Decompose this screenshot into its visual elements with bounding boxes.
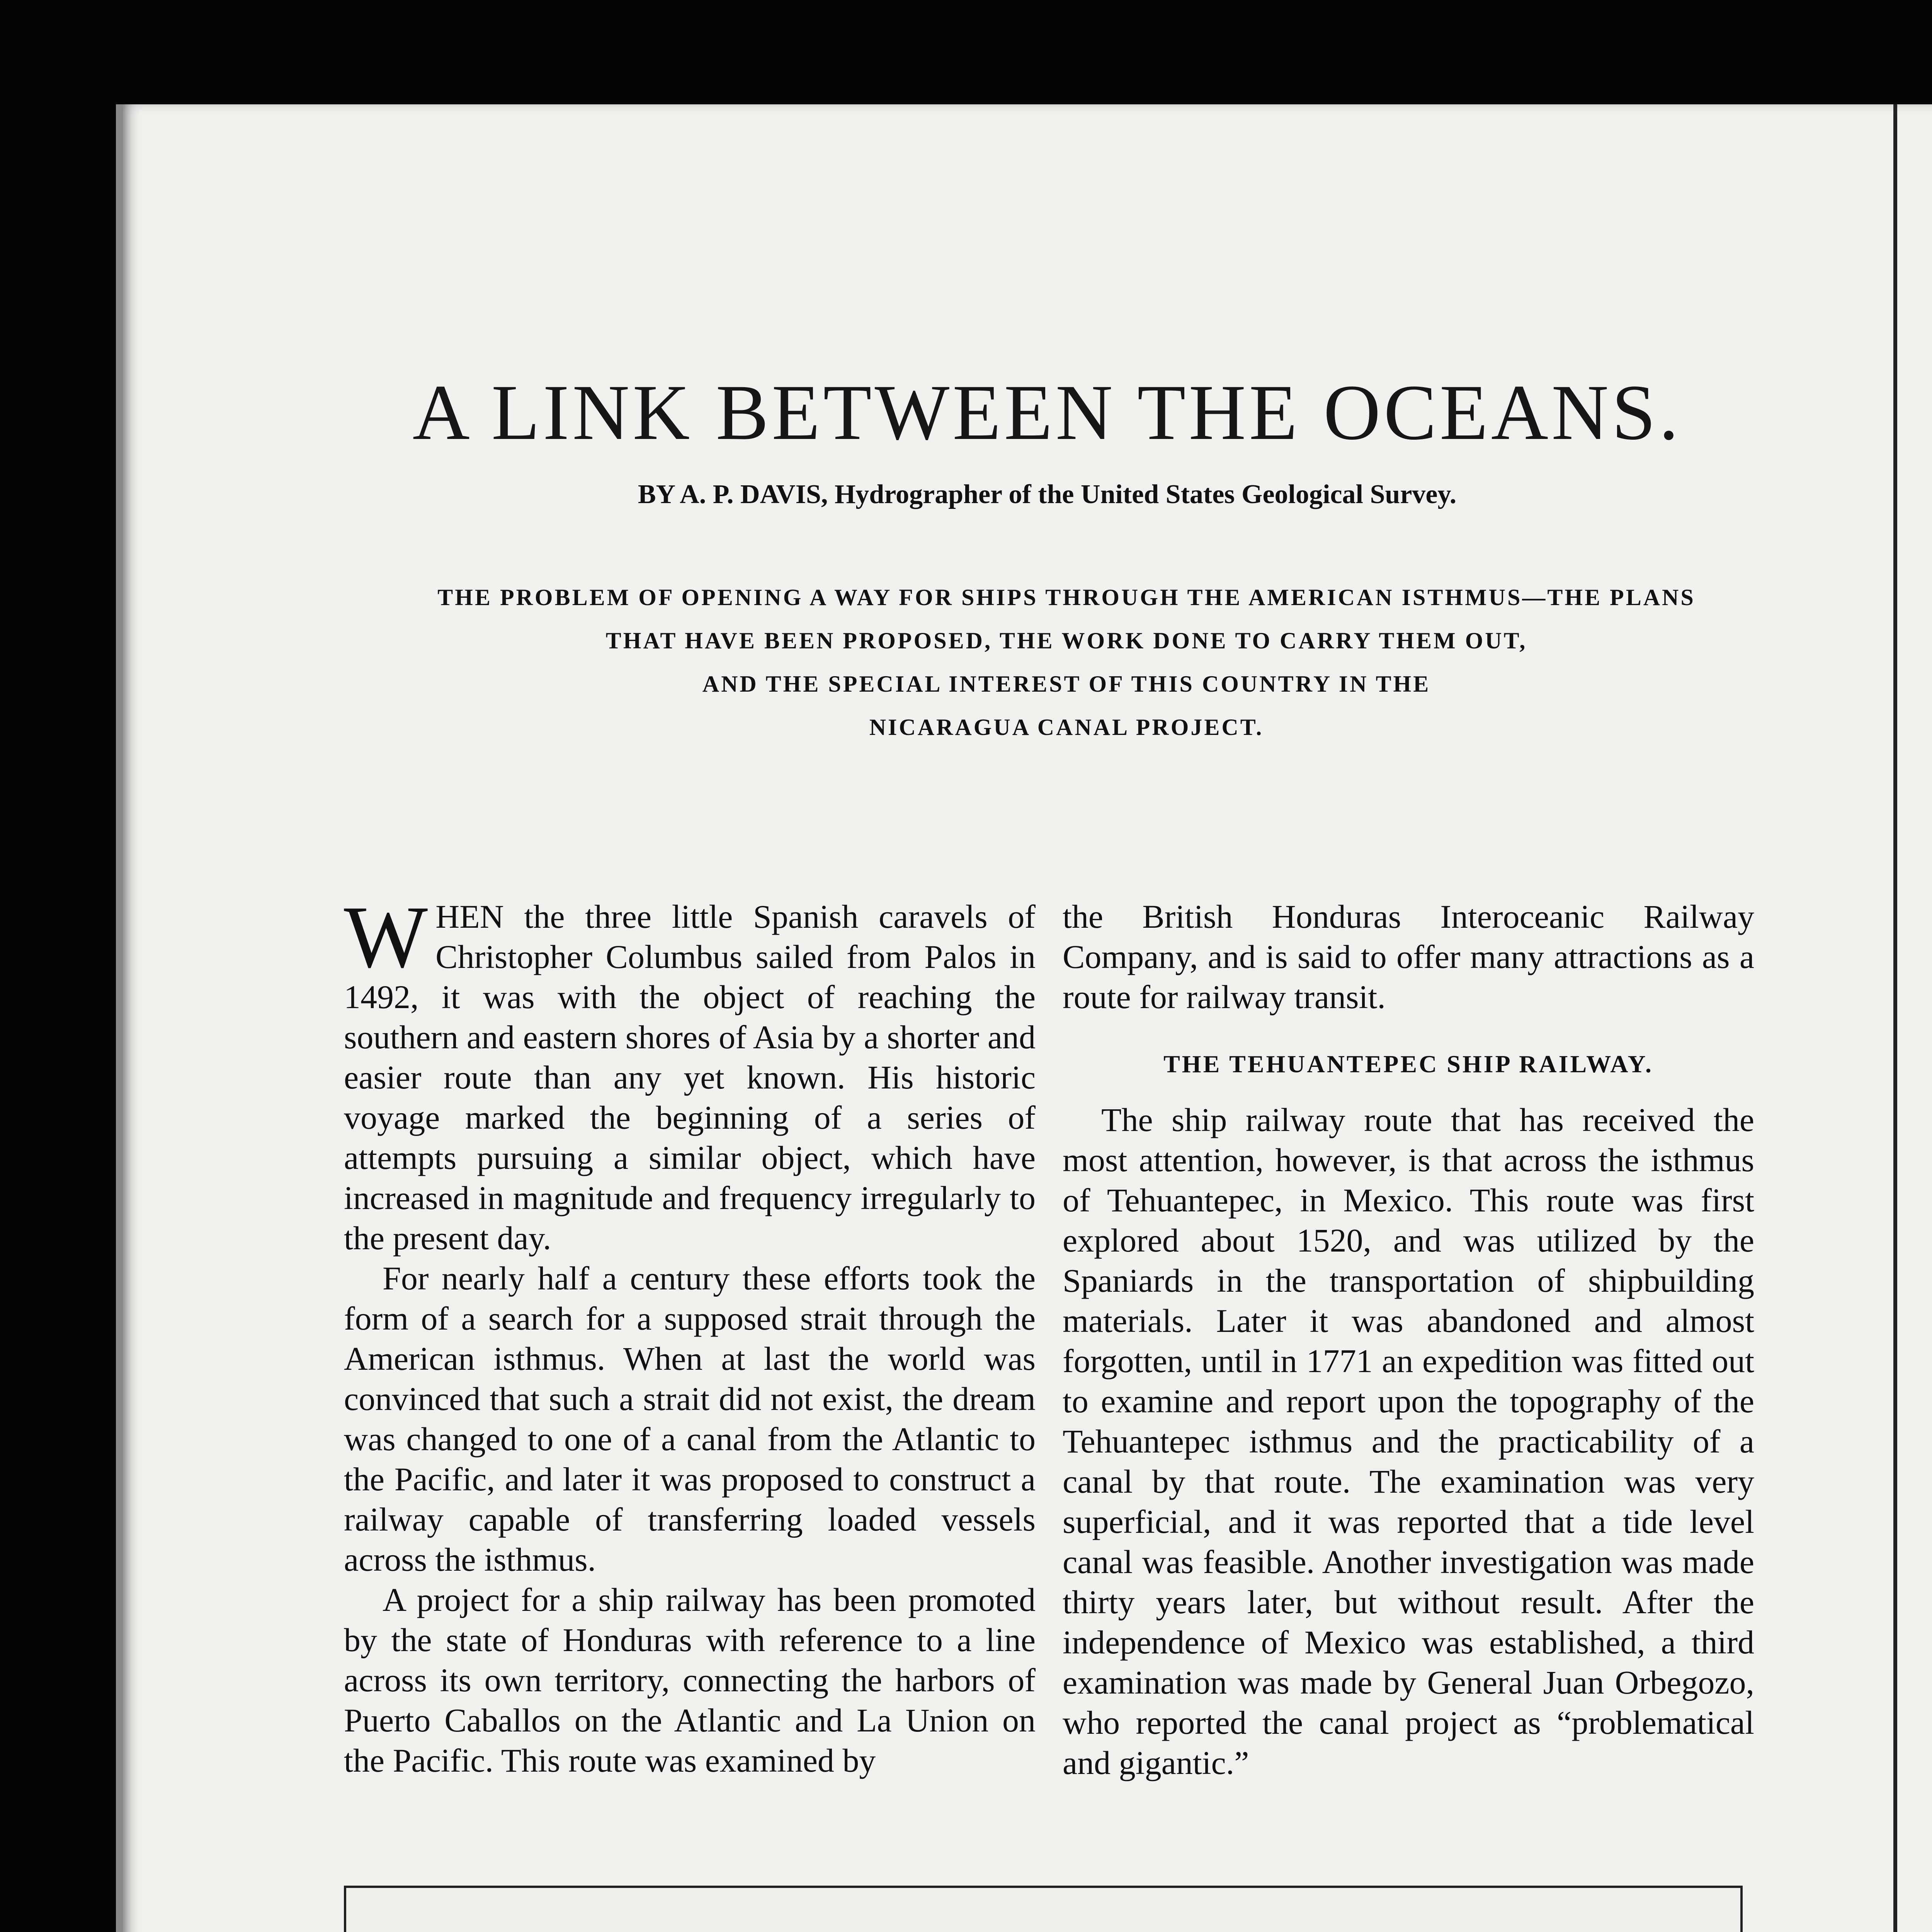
summary-line: NICARAGUA CANAL PROJECT. <box>869 714 1264 740</box>
summary-line: THE PROBLEM OF OPENING A WAY FOR SHIPS THROUGH THE AMERICAN ISTHMUS—THE PLANS <box>437 585 1696 610</box>
volcano-wharf-illustration <box>346 1888 1740 1932</box>
article-byline: BY A. P. DAVIS, Hydrographer of the United States Geological Survey. <box>638 480 1457 509</box>
paragraph: A project for a ship railway has been promoted by the state of Honduras with reference to a line across its own territory, connecting the harbors of Puerto Caballos on the Atlantic and La Union on the Pacific. This route was examined by <box>344 1581 1036 1779</box>
summary-line: AND THE SPECIAL INTEREST OF THIS COUNTRY IN THE <box>702 671 1431 697</box>
paragraph: For nearly half a century these efforts took the form of a search for a supposed strait through the American isthmus. When at last the world was convinced that such a strait did not exist, the dream was changed to one of a canal from the Atlantic to the Pacific, and later it was proposed to construct a railway capable of transferring loaded vessels across the isthmus. <box>344 1260 1036 1578</box>
summary-line: THAT HAVE BEEN PROPOSED, THE WORK DONE TO CARRY THEM OUT, <box>605 628 1527 653</box>
paragraph: the British Honduras Interoceanic Railway Company, and is said to offer many attractions as a route for railway transit. <box>1063 898 1754 1015</box>
text-column-right <box>1063 896 1754 1783</box>
text-column-left <box>344 888 1036 1781</box>
section-subhead: THE TEHUANTEPEC SHIP RAILWAY. <box>1163 1050 1653 1078</box>
paragraph: WHEN the three little Spanish caravels of Christopher Columbus sailed from Palos in 1492, it was with the object of reaching the southern and eastern shores of Asia by a shorter and easier route than any yet known. His historic voyage marked the beginning of a series of attempts pursuing a similar object, which have increased in magnitude and frequency irregularly to the present day. <box>344 888 1036 1257</box>
article-title: A LINK BETWEEN THE OCEANS. <box>412 369 1682 456</box>
paragraph: The ship railway route that has received the most attention, however, is that across the isthmus of Tehuantepec, in Mexico. This route was first explored about 1520, and was utilized by the Spaniards in the transportation of shipbuilding materials. Later it was abandoned and almost forgotten, until in 1771 an expedition was fitted out to examine and report upon the topography of the Tehuantepec isthmus and the practicability of a canal by that route. The examination was very superficial, and it was reported that a tide level canal was feasible. Another investigation was made thirty years later, but without result. After the independence of Mexico was established, a third examination was made by General Juan Orbegozo, who reported the canal project as “problematical and gigantic.” <box>1063 1101 1754 1781</box>
drop-cap: W <box>344 888 428 986</box>
wharf-photograph <box>344 1886 1743 1932</box>
article-summary <box>348 576 1785 749</box>
magazine-page <box>116 104 1932 1932</box>
